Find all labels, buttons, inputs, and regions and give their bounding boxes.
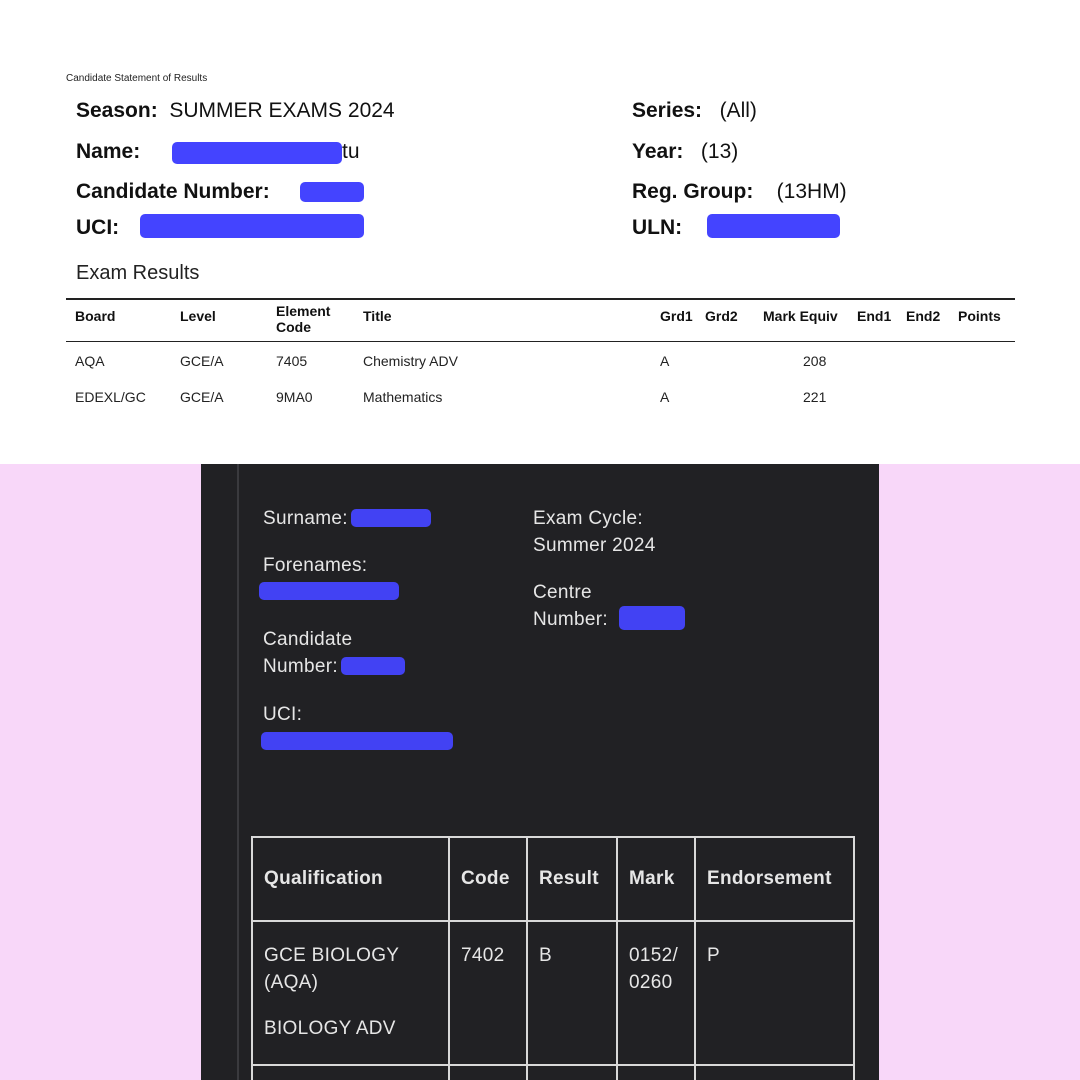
col-result: Result xyxy=(527,837,617,921)
forenames-label: Forenames: xyxy=(263,555,368,576)
table-row xyxy=(66,344,1015,380)
results-app-panel xyxy=(201,464,879,1080)
name-field xyxy=(76,140,140,164)
name-redaction xyxy=(172,142,342,164)
col-endorsement: Endorsement xyxy=(695,837,854,921)
series-label: Series: xyxy=(632,99,703,122)
app-screenshot-background xyxy=(0,464,1080,1080)
col-grd2: Grd2 xyxy=(705,308,738,324)
col-level: Level xyxy=(180,308,216,324)
uci-redaction xyxy=(140,214,364,238)
table-row xyxy=(252,921,854,1065)
cell-mark-equiv: 208 xyxy=(803,353,827,369)
table-header-row xyxy=(66,300,1015,342)
season-label: Season: xyxy=(76,99,158,122)
cell-code: 9MA0 xyxy=(276,389,313,405)
col-element-code: Element Code xyxy=(276,303,331,335)
reg-group-label: Reg. Group: xyxy=(632,180,754,203)
candidate-number-field xyxy=(76,180,270,204)
col-end2: End2 xyxy=(906,308,941,324)
season-value: SUMMER EXAMS 2024 xyxy=(169,99,395,122)
exam-results-table xyxy=(66,298,1015,416)
reg-group-field xyxy=(632,180,847,204)
col-title: Title xyxy=(363,308,392,324)
centre-number-label: Centre Number: xyxy=(533,582,608,630)
name-label: Name: xyxy=(76,140,141,163)
cell-board: AQA xyxy=(75,353,105,369)
name-value-visible: tu xyxy=(342,140,360,163)
exam-cycle xyxy=(533,505,656,559)
exam-cycle-label: Exam Cycle: xyxy=(533,508,643,529)
forenames-redaction xyxy=(259,582,399,600)
side-rail-divider xyxy=(237,464,239,1080)
cell-grd1: A xyxy=(660,353,670,369)
cell-endorsement: P xyxy=(695,921,854,1065)
col-grd1: Grd1 xyxy=(660,308,693,324)
uci-field xyxy=(76,216,119,240)
document-heading: Candidate Statement of Results xyxy=(66,73,208,84)
surname-label: Surname: xyxy=(263,508,348,529)
uln-label: ULN: xyxy=(632,216,683,239)
candidate-number-label: Candidate Number: xyxy=(76,180,270,203)
cell-result: B xyxy=(527,921,617,1065)
year-label: Year: xyxy=(632,140,684,163)
candidate-number-label: Candidate Number: xyxy=(263,629,353,677)
qualifications-table xyxy=(251,836,855,1080)
cell-mark-equiv: 221 xyxy=(803,389,827,405)
col-end1: End1 xyxy=(857,308,892,324)
cell-board: EDEXL/GC xyxy=(75,389,146,405)
cell-grd1: A xyxy=(660,389,670,405)
uln-redaction xyxy=(707,214,840,238)
cell-code: 7405 xyxy=(276,353,308,369)
uln-field xyxy=(632,216,682,240)
year-value: (13) xyxy=(700,140,739,163)
uci-label: UCI: xyxy=(263,704,303,725)
cell-level: GCE/A xyxy=(180,389,224,405)
col-code: Code xyxy=(449,837,527,921)
statement-of-results xyxy=(0,0,1080,464)
series-value: (All) xyxy=(719,99,757,122)
col-mark: Mark xyxy=(617,837,695,921)
candidate-number-redaction xyxy=(300,182,364,202)
table-row xyxy=(252,1065,854,1080)
reg-group-value: (13HM) xyxy=(776,180,847,203)
series-field xyxy=(632,99,757,123)
exam-cycle-value: Summer 2024 xyxy=(533,535,656,556)
cell-mark: 0152/ 0260 xyxy=(617,921,695,1065)
col-mark-equiv: Mark Equiv xyxy=(763,308,838,324)
uci-label: UCI: xyxy=(76,216,120,239)
exam-results-title: Exam Results xyxy=(76,262,200,284)
year-field xyxy=(632,140,738,164)
cell-qualification: GCE BIOLOGY (AQA) BIOLOGY ADV xyxy=(252,921,449,1065)
uci-redaction xyxy=(261,732,453,750)
col-qualification: Qualification xyxy=(252,837,449,921)
table-row xyxy=(66,380,1015,416)
cell-title: Chemistry ADV xyxy=(363,353,458,369)
season-field xyxy=(76,99,395,123)
cell-level: GCE/A xyxy=(180,353,224,369)
centre-number-redaction xyxy=(619,606,685,630)
candidate-number-redaction xyxy=(341,657,405,675)
cell-code: 7402 xyxy=(449,921,527,1065)
cell-title: Mathematics xyxy=(363,389,443,405)
col-board: Board xyxy=(75,308,116,324)
table-header-row xyxy=(252,837,854,921)
surname-redaction xyxy=(351,509,431,527)
col-points: Points xyxy=(958,308,1001,324)
